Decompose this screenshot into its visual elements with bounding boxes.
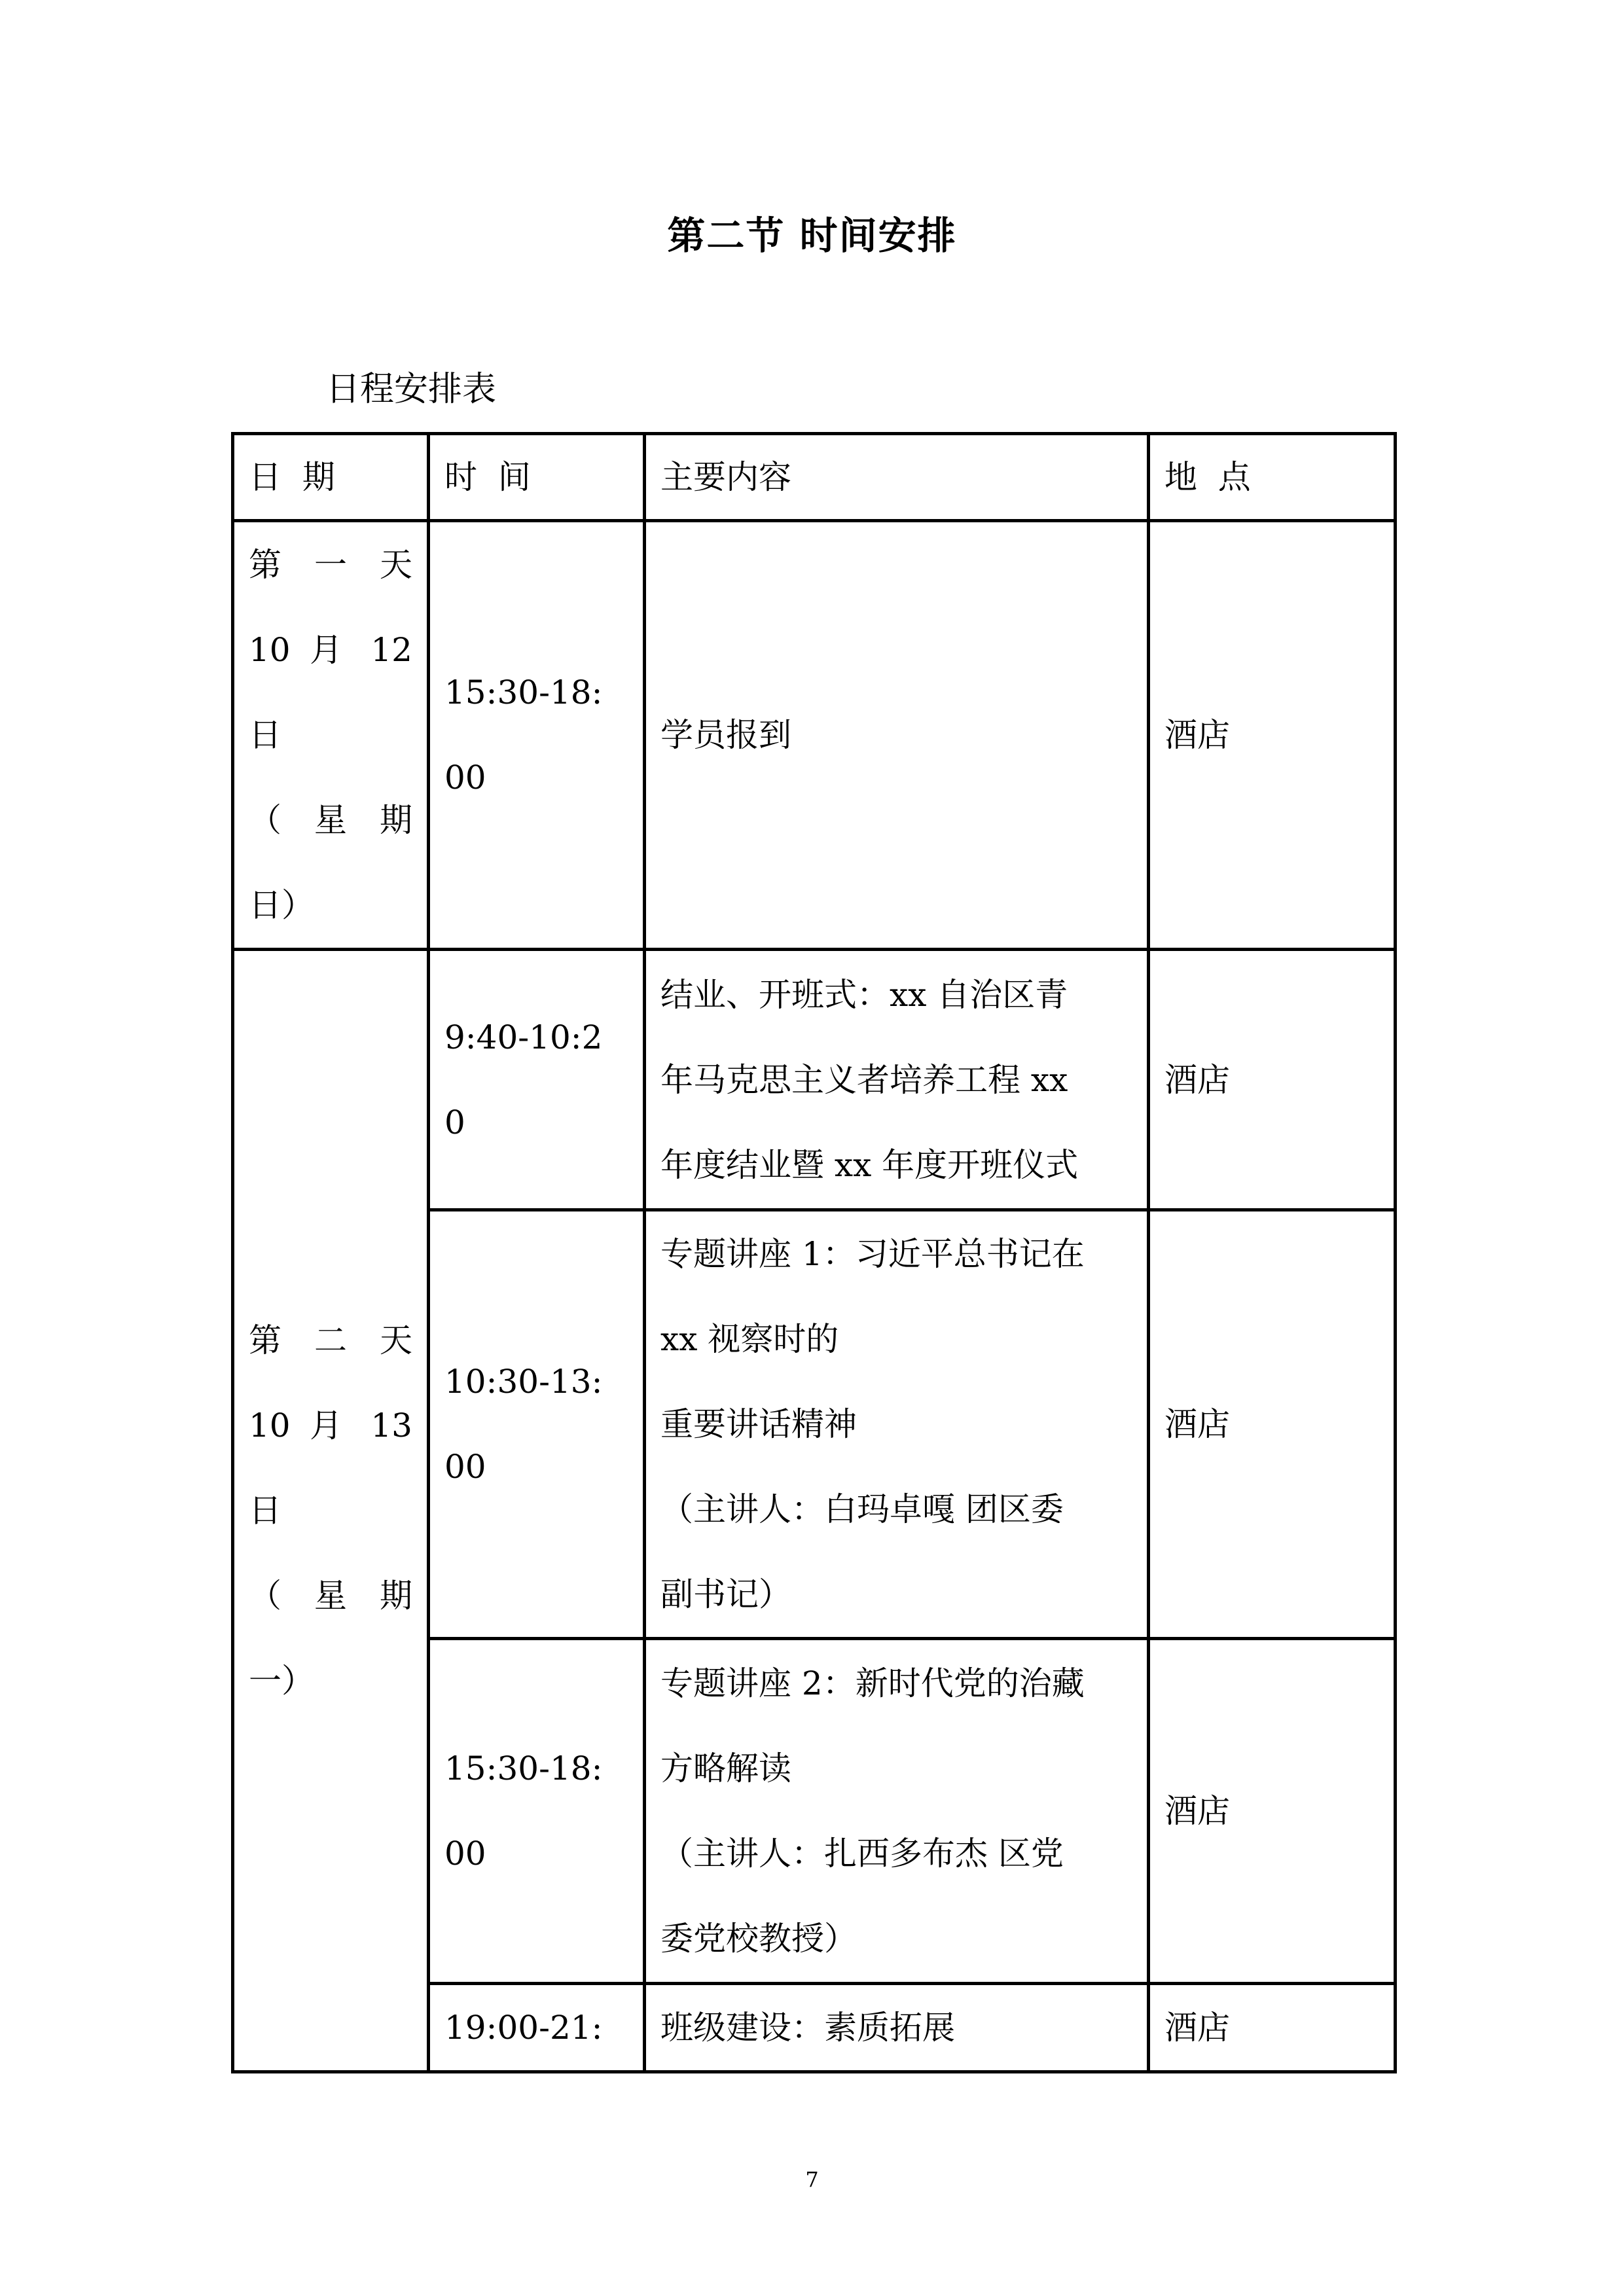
content-line: （主讲人：扎西多布杰 区党 (660, 1835, 1064, 1873)
date-line: 第二天 (249, 1321, 412, 1359)
time-line: 00 (444, 1448, 486, 1486)
table-row (233, 521, 1396, 950)
date-line: 日 (249, 716, 281, 754)
content-line: 方略解读 (660, 1749, 791, 1787)
content-cell (645, 521, 1149, 950)
date-line: 10 月 12 (249, 631, 412, 669)
date-line: 日） (249, 886, 314, 924)
date-line: 日 (249, 1492, 281, 1530)
date-line: 一） (249, 1662, 314, 1700)
time-line: 0 (444, 1103, 465, 1141)
time-line: 15:30-18: (444, 673, 603, 711)
header-content: 主要内容 (645, 434, 1149, 521)
time-cell (429, 521, 645, 950)
content-line: （主讲人：白玛卓嘎 团区委 (660, 1490, 1064, 1528)
content-line: 专题讲座 1：习近平总书记在 (660, 1235, 1085, 1273)
content-cell (645, 1210, 1149, 1639)
header-date: 日 期 (233, 434, 429, 521)
time-cell (429, 1984, 645, 2072)
content-cell (645, 1984, 1149, 2072)
content-line: 班级建设：素质拓展 (660, 2009, 955, 2047)
date-cell-day2 (233, 950, 429, 2072)
content-line: 专题讲座 2：新时代党的治藏 (660, 1664, 1085, 1702)
content-cell (645, 950, 1149, 1210)
place-cell: 酒店 (1149, 1210, 1396, 1639)
content-cell (645, 1639, 1149, 1984)
content-line: xx 视察时的 (660, 1320, 839, 1358)
time-line: 9:40-10:2 (444, 1018, 603, 1056)
date-cell-day1 (233, 521, 429, 950)
date-line: （ 星 期 (249, 801, 412, 839)
time-cell (429, 950, 645, 1210)
table-caption: 日程安排表 (326, 370, 497, 409)
place-cell: 酒店 (1149, 950, 1396, 1210)
place-cell: 酒店 (1149, 521, 1396, 950)
date-line: 第一天 (249, 546, 412, 584)
place-cell: 酒店 (1149, 1639, 1396, 1984)
schedule-table (231, 432, 1397, 2073)
header-time: 时 间 (429, 434, 645, 521)
content-line: 结业、开班式：xx 自治区青 (660, 975, 1068, 1014)
content-line: 学员报到 (660, 716, 791, 754)
time-cell (429, 1639, 645, 1984)
time-line: 10:30-13: (444, 1363, 603, 1401)
table-header-row (233, 434, 1396, 521)
place-cell: 酒店 (1149, 1984, 1396, 2072)
time-line: 15:30-18: (444, 1749, 603, 1787)
content-line: 年马克思主义者培养工程 xx (660, 1060, 1068, 1099)
time-line: 00 (444, 759, 486, 797)
date-line: 10 月 13 (249, 1407, 412, 1444)
table-row (233, 950, 1396, 1210)
content-line: 年度结业暨 xx 年度开班仪式 (660, 1145, 1079, 1184)
content-line: 重要讲话精神 (660, 1405, 857, 1443)
content-line: 副书记） (660, 1575, 791, 1613)
page-number: 7 (805, 2167, 819, 2192)
content-line: 委党校教授） (660, 1920, 857, 1958)
time-line: 19:00-21: (444, 2009, 603, 2047)
time-line: 00 (444, 1835, 486, 1873)
time-cell (429, 1210, 645, 1639)
date-line: （ 星 期 (249, 1577, 412, 1615)
header-place: 地 点 (1149, 434, 1396, 521)
section-title: 第二节 时间安排 (667, 213, 957, 258)
